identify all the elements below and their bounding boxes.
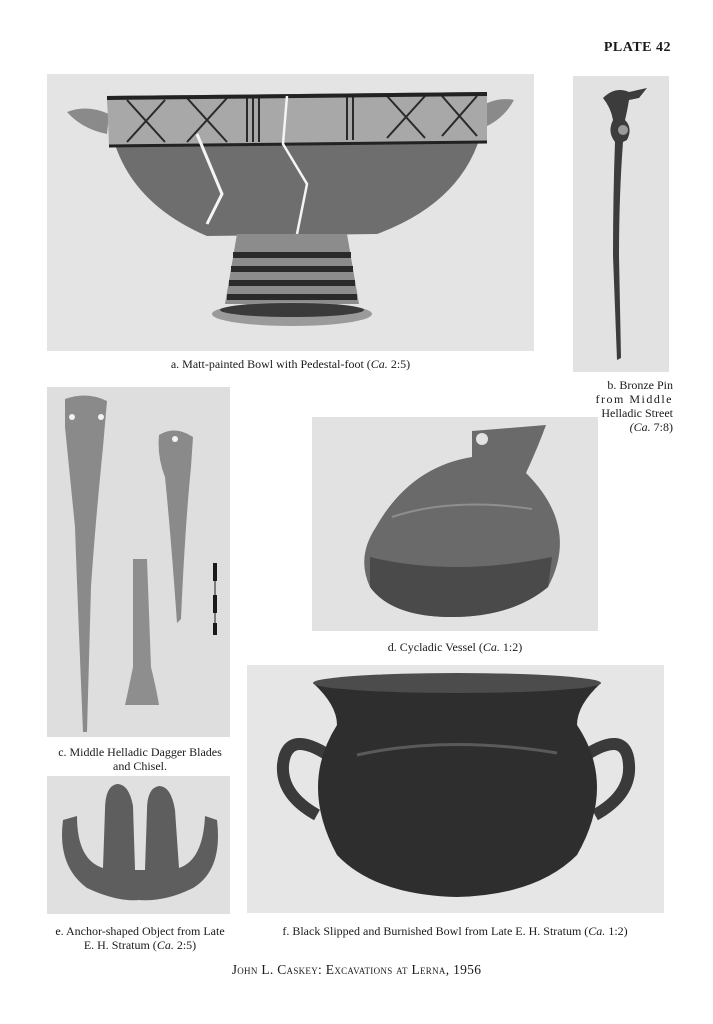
caption-d [312, 640, 598, 654]
caption-a-scale-abbr: Ca. [370, 357, 388, 371]
daggers-illustration [47, 387, 230, 737]
caption-b-line3: Helladic Street [601, 406, 673, 420]
vessel-illustration [312, 417, 598, 631]
page-footer [0, 962, 713, 978]
footer-separator: : [318, 962, 326, 977]
caption-e-line2: E. H. Stratum ( [83, 938, 157, 952]
caption-e-line1: e. Anchor-shaped Object from Late [55, 924, 225, 938]
photo-e-anchor-object [47, 776, 230, 914]
black-bowl-illustration [247, 665, 664, 913]
caption-a [47, 357, 534, 371]
caption-c [40, 745, 240, 773]
caption-c-line1: c. Middle Helladic Dagger Blades [58, 745, 222, 759]
caption-d-text: d. Cycladic Vessel ( [387, 640, 483, 654]
caption-b-line1: b. Bronze Pin [607, 378, 673, 392]
caption-b-scale-abbr: (Ca. [629, 420, 651, 434]
plate-number: PLATE 42 [603, 40, 671, 55]
photo-c-dagger-blades [47, 387, 230, 737]
bowl-illustration [47, 74, 534, 351]
caption-c-line2: and Chisel. [113, 759, 167, 773]
caption-e [40, 924, 240, 952]
footer-year: , 1956 [445, 962, 482, 977]
anchor-illustration [47, 776, 230, 914]
caption-b-line2: from Middle [595, 392, 673, 406]
caption-e-scale: 2:5) [173, 938, 197, 952]
caption-e-scale-abbr: Ca. [156, 938, 174, 952]
photo-a-matt-painted-bowl [47, 74, 534, 351]
photo-f-black-bowl [247, 665, 664, 913]
caption-f-text: f. Black Slipped and Burnished Bowl from Late E. H. Stratum ( [282, 924, 589, 938]
caption-a-text: a. Matt-painted Bowl with Pedestal-foot ( [170, 357, 371, 371]
photo-d-cycladic-vessel [312, 417, 598, 631]
photo-b-bronze-pin [573, 76, 669, 372]
caption-d-scale: 1:2) [499, 640, 523, 654]
caption-f-scale: 1:2) [605, 924, 628, 938]
pin-illustration [573, 76, 669, 372]
caption-d-scale-abbr: Ca. [482, 640, 500, 654]
caption-b-scale: 7:8) [650, 420, 673, 434]
caption-f [240, 924, 670, 938]
caption-f-scale-abbr: Ca. [588, 924, 606, 938]
footer-title: Excavations at Lerna [325, 962, 446, 977]
footer-author: John L. Caskey [231, 962, 319, 977]
caption-a-scale: 2:5) [387, 357, 411, 371]
